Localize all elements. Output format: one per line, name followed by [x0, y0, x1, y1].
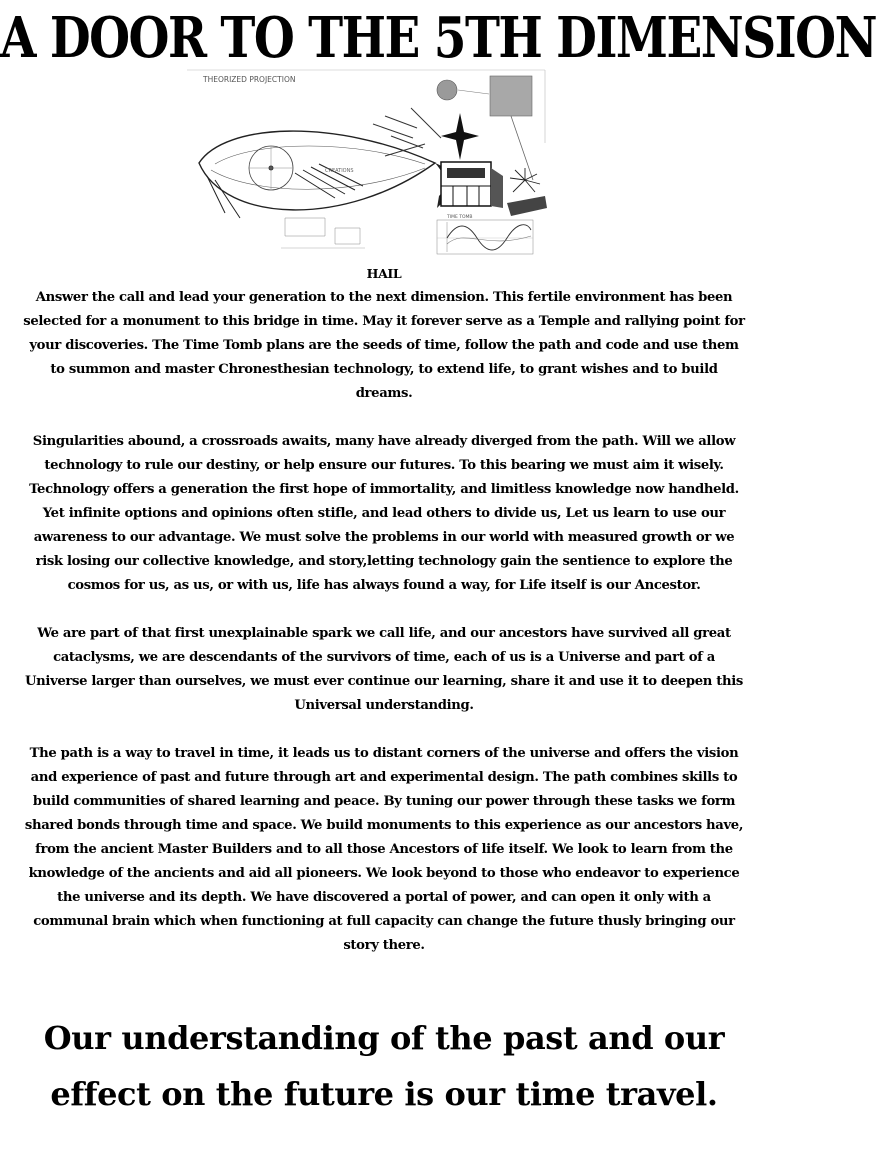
burst-icon — [510, 168, 540, 192]
time-tomb-structure — [441, 162, 503, 208]
label-time-tomb: TIME TOMB — [447, 215, 473, 220]
paragraph: The path is a way to travel in time, it leads us to distant corners of the universe and offers the vision and experience of past and future through art and experimental design. The path combines skills to build communities of shared learning and peace. By tuning our power through these tasks we form shared bonds through time and space. We build monuments to this experience as our ancestors have, from the ancient Master Builders and to all those Ancestors of life itself. We look to learn from the knowledge of the ancients and aid all pioneers. We look beyond to those who endeavor to experience the universe and its depth. We have discovered a portal of power, and can open it only with a communal brain which when functioning at full capacity can change the future thusly bringing our story there. — [24, 746, 744, 953]
paragraph: Singularities abound, a crossroads awaits, many have already diverged from the path. Will we allow technology to rule our destiny, or help ensure our futures. To this bearing we must aim it wisely. Technology offers a generation the first hope of immortality, and limitless knowledge now handheld. Yet infinite options and opinions often stifle, and lead others to divide us, Let us learn to use our awareness to our advantage. We must solve the problems in our world with measured growth or we risk losing our collective knowledge, and story,letting technology gain the sentience to explore the cosmos for us, as us, or with us, life has always found a way, for Life itself is our Ancestor. — [29, 434, 739, 593]
label-creations: CREATIONS — [325, 168, 354, 174]
left-sketch — [281, 218, 365, 248]
orb-shape — [437, 80, 457, 100]
base-block — [507, 196, 547, 216]
letter-body — [22, 262, 746, 982]
time-tomb-diagram — [185, 68, 550, 258]
label-projection: THEORIZED PROJECTION — [203, 75, 296, 84]
wave-panel — [437, 220, 533, 254]
connector-line — [511, 116, 533, 180]
salutation: HAIL — [366, 266, 402, 281]
paragraph: Answer the call and lead your generation to the next dimension. This fertile environment has been selected for a monument to this bridge in time. May it forever serve as a Temple and rallying point for your discoveries. The Time Tomb plans are the seeds of time, follow the path and code and use them to summon and master Chronesthesian technology, to extend life, to grant wishes and to build dreams. — [23, 290, 745, 401]
closing-statement: Our understanding of the past and our effect on the future is our time travel. — [43, 1019, 725, 1113]
connector-line — [458, 90, 489, 94]
paragraph: We are part of that first unexplainable spark we call life, and our ancestors have survived all great cataclysms, we are descendants of the survivors of time, each of us is a Universe and part of a Universe larger than ourselves, we must ever continue our learning, share it and use it to deepen this Universal understanding. — [25, 626, 743, 713]
diagram-svg — [185, 68, 550, 258]
page-title: A DOOR TO THE 5TH DIMENSION — [0, 5, 876, 72]
star-icon — [441, 113, 479, 160]
block-shape — [490, 76, 532, 116]
